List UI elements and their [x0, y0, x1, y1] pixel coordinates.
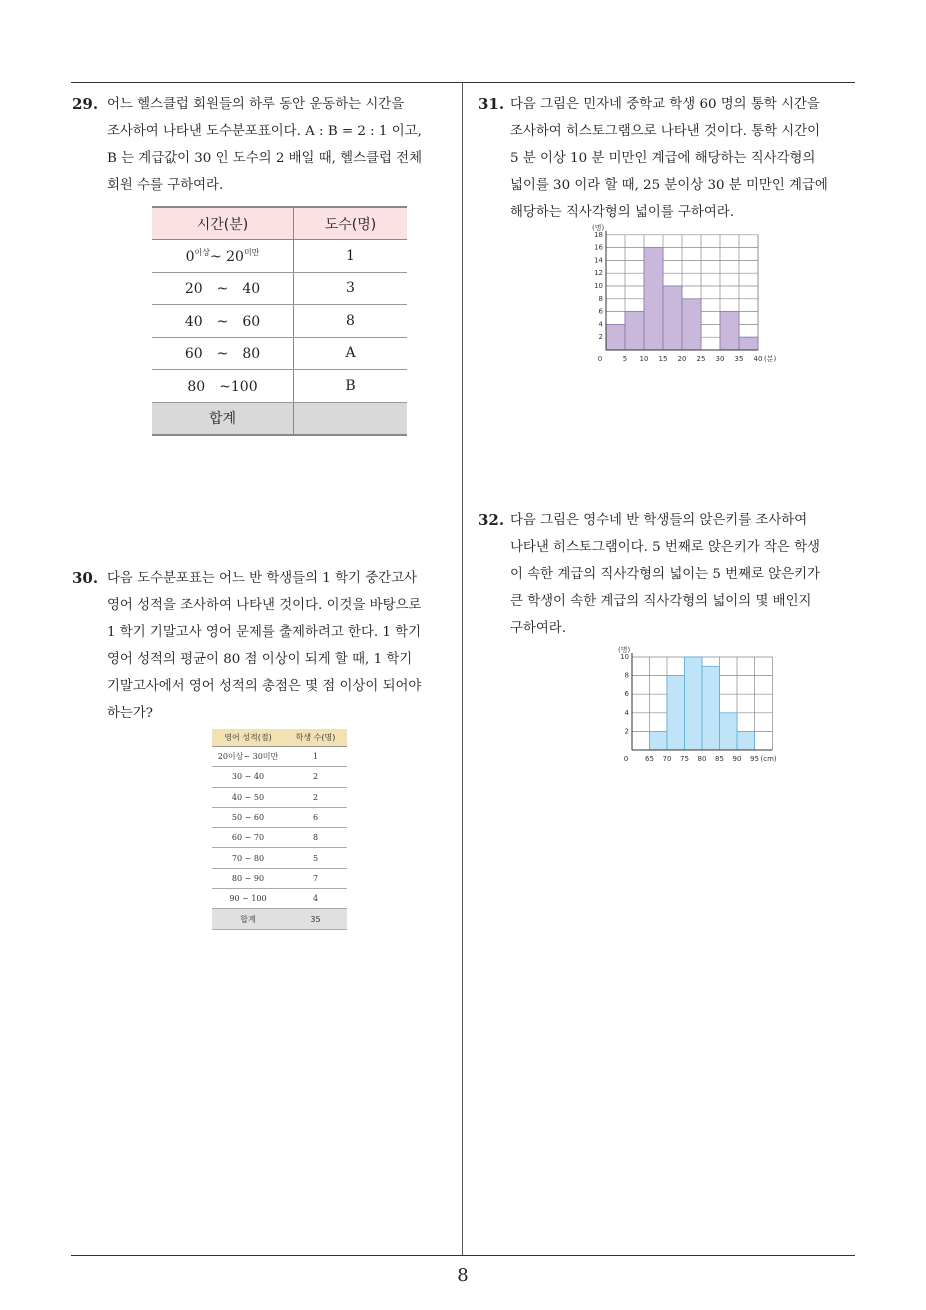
table-row — [152, 337, 407, 370]
class-range: 60 ~ 80 — [152, 337, 294, 370]
table-header: 학생 수(명) — [284, 729, 347, 747]
problem-30 — [72, 565, 457, 721]
y-tick-label: 16 — [594, 243, 603, 252]
frequency: 7 — [284, 868, 347, 888]
problem-text-line: 구하여라. — [510, 621, 566, 636]
frequency: A — [294, 337, 408, 370]
x-tick-label: 25 — [696, 355, 706, 363]
problem-text-line: 이 속한 계급의 직사각형의 넓이는 5 번째로 앉은키가 — [510, 567, 820, 582]
total-value — [294, 402, 408, 435]
problem-text-line: 하는가? — [107, 706, 153, 721]
y-axis-label: (명) — [618, 646, 631, 654]
x-tick-label: 70 — [662, 755, 672, 763]
problem-text-line: 조사하여 나타낸 도수분포표이다. A : B = 2 : 1 이고, — [107, 124, 422, 139]
problem-number: 32. — [478, 511, 505, 529]
table-row — [212, 767, 347, 787]
histogram-bar — [720, 312, 739, 350]
x-tick-label: 0 — [597, 355, 603, 363]
y-axis-label: (명) — [592, 224, 605, 232]
x-tick-label: 95 — [750, 755, 759, 763]
problem-number: 30. — [72, 569, 99, 587]
frequency: 6 — [284, 807, 347, 827]
problem-31 — [478, 91, 858, 220]
table-row — [152, 370, 407, 403]
problem-number: 31. — [478, 95, 505, 113]
problem-text-line: 영어 성적을 조사하여 나타낸 것이다. 이것을 바탕으로 — [107, 598, 422, 613]
class-range: 60 ~ 70 — [212, 828, 284, 848]
class-range: 80 ~ 90 — [212, 868, 284, 888]
problem-text-line: 조사하여 히스토그램으로 나타낸 것이다. 통학 시간이 — [510, 124, 821, 139]
histogram-bar — [650, 731, 668, 750]
problem-32 — [478, 507, 858, 636]
problem-text-line: 5 분 이상 10 분 미만인 계급에 해당하는 직사각형의 — [510, 151, 816, 166]
y-tick-label: 8 — [598, 294, 603, 303]
problem-text-line: 넓이를 30 이라 할 때, 25 분이상 30 분 미만인 계급에 — [510, 178, 828, 193]
histogram-bar — [667, 676, 685, 750]
y-tick-label: 4 — [598, 320, 603, 329]
histogram-bar — [737, 731, 755, 750]
frequency: 1 — [284, 747, 347, 767]
table-row — [152, 272, 407, 305]
class-range: 40 ~ 60 — [152, 305, 294, 338]
page-number: 8 — [457, 1265, 469, 1286]
problem-text-line: 1 학기 기말고사 영어 문제를 출제하려고 한다. 1 학기 — [107, 625, 422, 640]
y-tick-label: 10 — [620, 653, 629, 661]
histogram-bar — [625, 312, 644, 350]
problem-text-line: B 는 계급값이 30 인 도수의 2 배일 때, 헬스클럽 전체 — [107, 151, 423, 166]
x-tick-label: 35 — [734, 355, 744, 363]
frequency-table-29 — [152, 206, 407, 436]
class-range: 30 ~ 40 — [212, 767, 284, 787]
y-tick-label: 6 — [624, 690, 629, 699]
problem-text-line: 다음 그림은 민자네 중학교 학생 60 명의 통학 시간을 — [510, 97, 820, 112]
problem-text-line: 큰 학생이 속한 계급의 직사각형의 넓이의 몇 배인지 — [510, 594, 812, 609]
histogram-bar — [663, 286, 682, 350]
table-row — [152, 240, 407, 273]
table-row — [212, 747, 347, 767]
class-range: 20 ~ 40 — [152, 272, 294, 305]
column-divider — [462, 82, 463, 1255]
table-header: 도수(명) — [294, 207, 408, 240]
problem-text-line: 다음 도수분포표는 어느 반 학생들의 1 학기 중간고사 — [107, 571, 417, 586]
total-label: 합계 — [212, 909, 284, 929]
frequency: 4 — [284, 889, 347, 909]
histogram-bar — [739, 337, 758, 350]
y-tick-label: 10 — [594, 282, 603, 290]
y-tick-label: 6 — [598, 307, 603, 316]
y-tick-label: 2 — [598, 333, 603, 342]
class-range: $0^{이상}\sim$ $20^{미만}$ — [152, 240, 294, 273]
class-range: 50 ~ 60 — [212, 807, 284, 827]
table-total-row — [152, 402, 407, 435]
y-tick-label: 12 — [594, 269, 603, 278]
table-row — [212, 787, 347, 807]
histogram-sitting-height — [594, 645, 779, 770]
histogram-bar — [682, 299, 701, 350]
table-row — [212, 807, 347, 827]
x-tick-label: 90 — [732, 755, 742, 763]
histogram-bar — [702, 666, 720, 750]
table-row — [212, 868, 347, 888]
bottom-rule — [71, 1255, 855, 1256]
problem-text-line: 나타낸 히스토그램이다. 5 번째로 앉은키가 작은 학생 — [510, 540, 820, 555]
problem-text-line: 해당하는 직사각형의 넓이를 구하여라. — [510, 205, 734, 220]
top-rule — [71, 82, 855, 83]
y-tick-label: 18 — [594, 230, 603, 239]
frequency: 3 — [294, 272, 408, 305]
table-header: 시간(분) — [152, 207, 294, 240]
table-header: 영어 성적(점) — [212, 729, 284, 747]
y-tick-label: 4 — [624, 708, 629, 717]
histogram-bar — [644, 248, 663, 350]
x-tick-label: 15 — [658, 355, 668, 363]
class-range: 20이상~ 30미만 — [212, 747, 284, 767]
problem-text-line: 기말고사에서 영어 성적의 총점은 몇 점 이상이 되어야 — [107, 679, 422, 694]
table-row — [212, 848, 347, 868]
frequency: 1 — [294, 240, 408, 273]
class-range: 90 ~ 100 — [212, 889, 284, 909]
x-tick-label: 0 — [623, 755, 629, 763]
x-tick-label: 10 — [639, 355, 649, 363]
x-tick-label: 40 — [753, 355, 763, 363]
problem-29 — [72, 91, 457, 201]
histogram-commute-time — [586, 224, 786, 369]
total-value: 35 — [284, 909, 347, 929]
x-tick-label: 20 — [677, 355, 687, 363]
histogram-bar — [720, 713, 738, 750]
problem-text-line: 어느 헬스클럽 회원들의 하루 동안 운동하는 시간을 — [107, 97, 405, 112]
class-range: 80 ~100 — [152, 370, 294, 403]
frequency: 8 — [284, 828, 347, 848]
frequency: B — [294, 370, 408, 403]
x-tick-label: 65 — [645, 755, 654, 763]
x-tick-label: 30 — [715, 355, 725, 363]
frequency: 2 — [284, 787, 347, 807]
problem-text-line: 영어 성적의 평균이 80 점 이상이 되게 할 때, 1 학기 — [107, 652, 413, 667]
frequency-table-30 — [212, 729, 347, 930]
class-range: 70 ~ 80 — [212, 848, 284, 868]
x-axis-label: (분) — [764, 355, 777, 363]
table-row — [152, 305, 407, 338]
frequency: 5 — [284, 848, 347, 868]
histogram-bar — [685, 657, 703, 750]
y-tick-label: 8 — [624, 671, 629, 680]
y-tick-label: 14 — [594, 256, 603, 265]
x-tick-label: 85 — [715, 755, 724, 763]
table-row — [212, 828, 347, 848]
histogram-bar — [606, 324, 625, 350]
x-tick-label: 75 — [680, 755, 689, 763]
table-total-row — [212, 909, 347, 929]
problem-number: 29. — [72, 95, 99, 113]
x-axis-label: (cm) — [760, 755, 777, 763]
problem-text-line: 회원 수를 구하여라. — [107, 178, 224, 193]
table-row — [212, 889, 347, 909]
y-tick-label: 2 — [624, 727, 629, 736]
total-label: 합계 — [152, 402, 294, 435]
frequency: 2 — [284, 767, 347, 787]
x-tick-label: 5 — [622, 355, 628, 363]
problem-text-line: 다음 그림은 영수네 반 학생들의 앉은키를 조사하여 — [510, 513, 808, 528]
class-range: 40 ~ 50 — [212, 787, 284, 807]
x-tick-label: 80 — [697, 755, 707, 763]
frequency: 8 — [294, 305, 408, 338]
